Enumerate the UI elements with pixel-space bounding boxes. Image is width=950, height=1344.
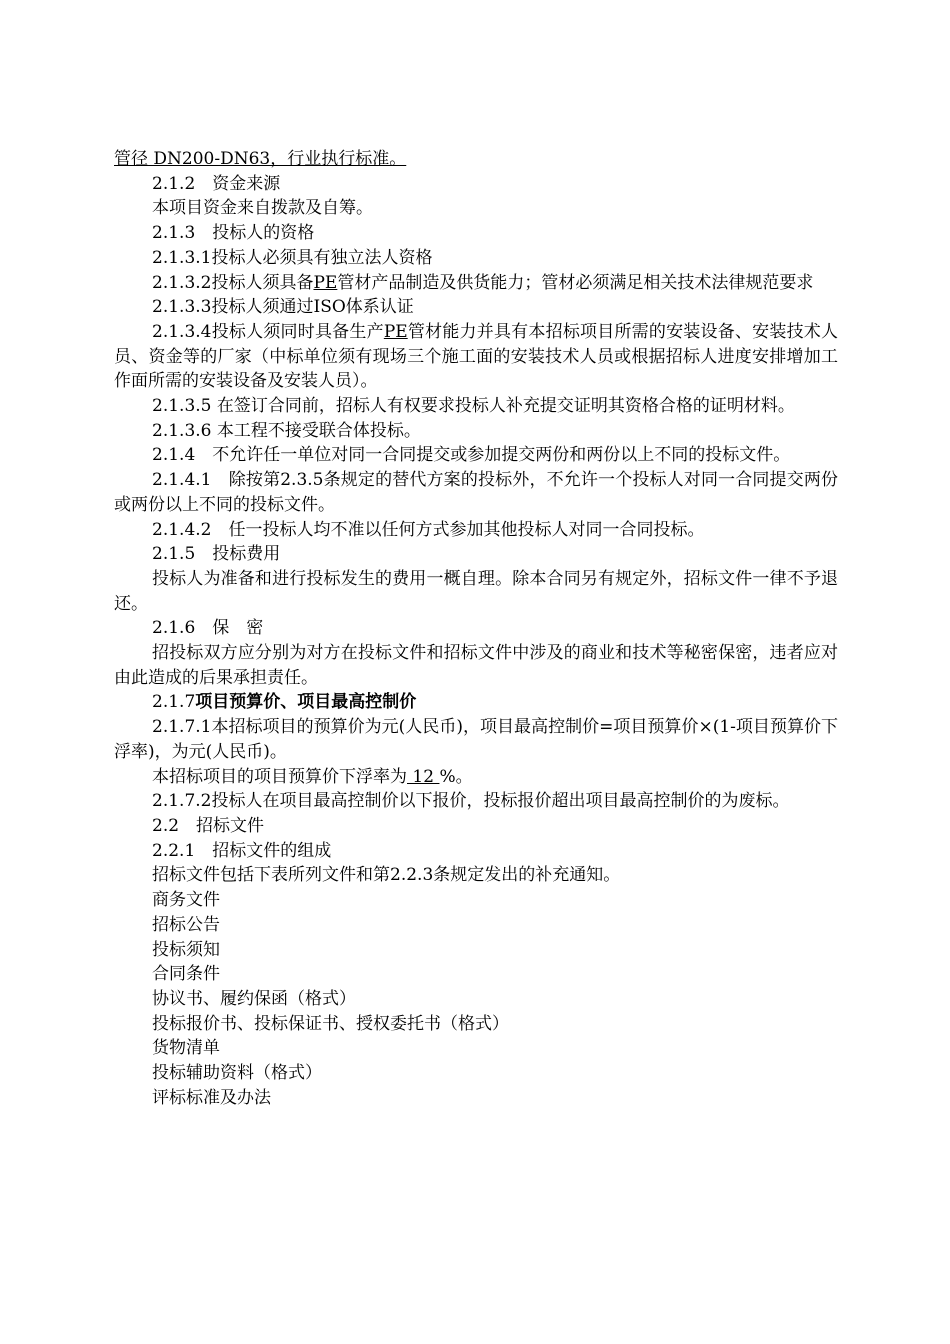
- section-heading: 2.1.2 资金来源: [152, 173, 281, 194]
- text-run: 管材产品制造及供货能力；管材必须满足相关技术法律规范要求: [337, 272, 814, 293]
- paragraph: 2.1.4.1 除按第2.3.5条规定的替代方案的投标外，不允许一个投标人对同一合同提交两份或两份以上不同的投标文件。: [114, 470, 838, 515]
- paragraph: 2.1.7.2投标人在项目最高控制价以下报价，投标报价超出项目最高控制价的为废标。: [152, 791, 790, 812]
- paragraph: 2.1.3.6 本工程不接受联合体投标。: [152, 420, 421, 441]
- section-heading: 2.1.5 投标费用: [152, 544, 281, 565]
- list-item: 评标标准及办法: [152, 1087, 271, 1108]
- text-run: 2.1.3.2投标人须具备: [152, 272, 314, 293]
- list-item: 投标须知: [152, 939, 220, 960]
- text-run: %。: [439, 766, 473, 787]
- paragraph: 2.1.4.2 任一投标人均不准以任何方式参加其他投标人对同一合同投标。: [152, 519, 705, 540]
- list-item: 协议书、履约保函（格式）: [152, 988, 356, 1009]
- paragraph: 招标文件包括下表所列文件和第2.2.3条规定发出的补充通知。: [152, 865, 621, 886]
- document-list: [114, 888, 838, 1110]
- list-item: 商务文件: [152, 890, 220, 911]
- paragraph: 本项目资金来自拨款及自筹。: [152, 198, 373, 219]
- section-heading: 2.2.1 招标文件的组成: [152, 840, 332, 861]
- list-item: 投标报价书、投标保证书、授权委托书（格式）: [152, 1013, 509, 1034]
- paragraph: 2.1.3.3投标人须通过ISO体系认证: [152, 297, 414, 318]
- paragraph: 2.1.4 不允许任一单位对同一合同提交或参加提交两份和两份以上不同的投标文件。: [152, 445, 791, 466]
- pe-term: PE: [383, 321, 408, 342]
- rate-value: 12: [407, 766, 440, 787]
- list-item: 招标公告: [152, 914, 220, 935]
- section-heading: 2.1.3 投标人的资格: [152, 223, 315, 244]
- paragraph: [114, 271, 838, 296]
- paragraph: [114, 320, 838, 394]
- list-item: 投标辅助资料（格式）: [152, 1063, 322, 1084]
- paragraph: 管径 DN200-DN63，行业执行标准。: [114, 149, 407, 169]
- section-title-bold: 项目预算价、项目最高控制价: [195, 692, 417, 713]
- text-run: 2.1.3.4投标人须同时具备生产: [152, 321, 384, 342]
- paragraph: 2.1.3.1投标人必须具有独立法人资格: [152, 247, 433, 268]
- paragraph: 2.1.3.5 在签订合同前，招标人有权要求投标人补充提交证明其资格合格的证明材料。: [152, 396, 795, 417]
- text-run: 本招标项目的项目预算价下浮率为: [152, 766, 407, 787]
- text-run: 管材能力并具有本招标项目所需的安装设备、安装技术人员、资金等的厂家（中标单位须有现场三个施工面的安装技术人员或根据招标人进度安排增加工作面所需的安装设备及安装人员）。: [114, 321, 839, 392]
- document-body: [114, 147, 838, 1110]
- paragraph: 招投标双方应分别为对方在投标文件和招标文件中涉及的商业和技术等秘密保密，违者应对由此造成的后果承担责任。: [114, 643, 838, 688]
- section-heading: 2.2 招标文件: [152, 815, 265, 836]
- paragraph: [114, 765, 838, 790]
- list-item: 合同条件: [152, 964, 220, 985]
- paragraph: 投标人为准备和进行投标发生的费用一概自理。除本合同另有规定外，招标文件一律不予退还。: [114, 568, 838, 614]
- section-number: 2.1.7: [152, 692, 196, 713]
- section-heading: [114, 690, 838, 715]
- section-heading: 2.1.6 保 密: [152, 618, 264, 639]
- pe-term: PE: [313, 272, 338, 293]
- list-item: 货物清单: [152, 1038, 220, 1059]
- paragraph: 2.1.7.1本招标项目的预算价为元(人民币)，项目最高控制价=项目预算价×(1-项目预算价下浮率)，为元(人民币)。: [114, 717, 838, 762]
